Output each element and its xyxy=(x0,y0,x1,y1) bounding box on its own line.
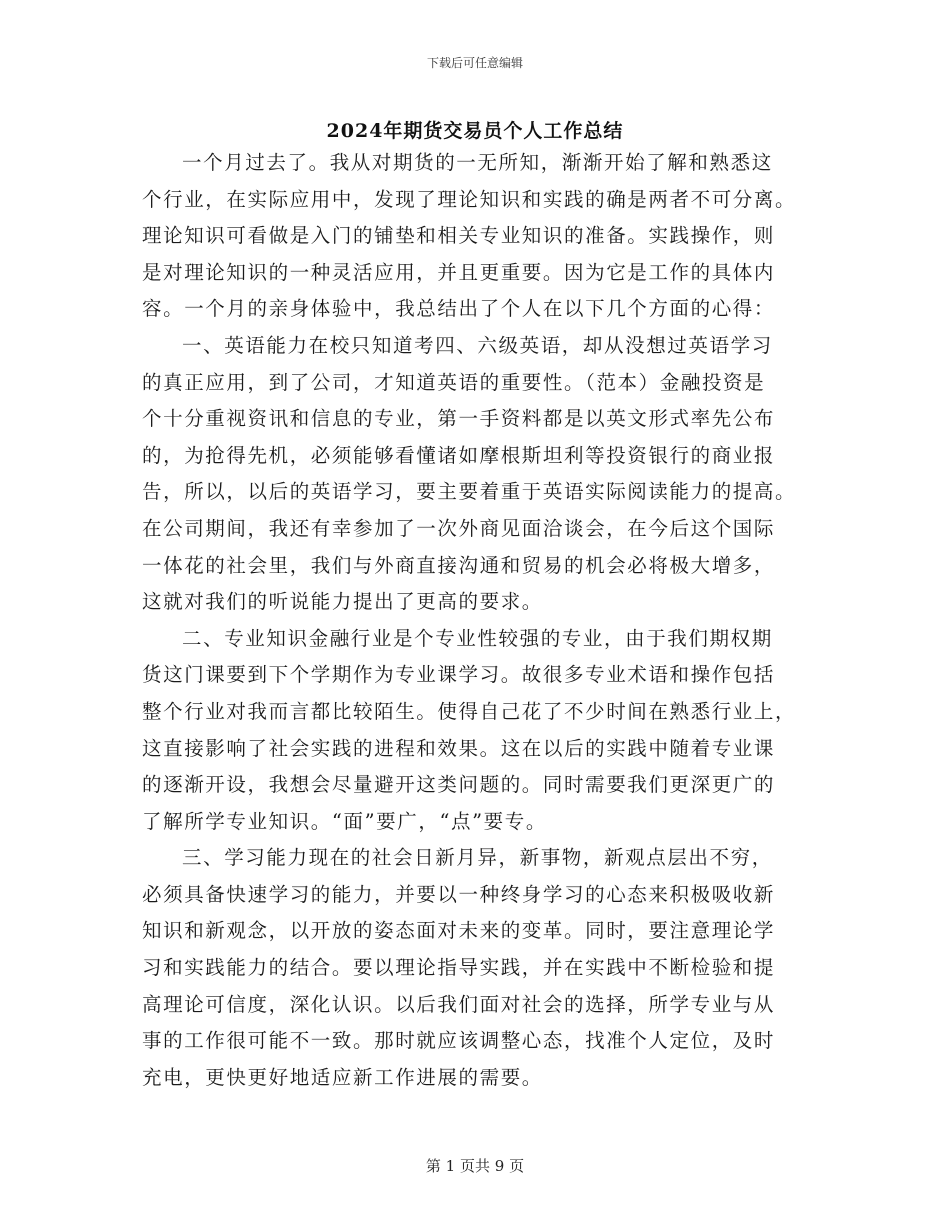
body-line: 告，所以，以后的英语学习，要主要着重于英语实际阅读能力的提高。 xyxy=(142,480,797,504)
document-body xyxy=(142,145,810,1096)
body-line: 货这门课要到下个学期作为专业课学习。故很多专业术语和操作包括 xyxy=(142,663,776,687)
body-line: 事的工作很可能不一致。那时就应该调整心态，找准个人定位，及时 xyxy=(142,1029,776,1053)
body-line: 这就对我们的听说能力提出了更高的要求。 xyxy=(142,590,543,614)
body-line: 在公司期间，我还有幸参加了一次外商见面洽谈会，在今后这个国际 xyxy=(142,516,776,540)
body-line: 充电，更快更好地适应新工作进展的需要。 xyxy=(142,1065,543,1089)
body-line: 一个月过去了。我从对期货的一无所知，渐渐开始了解和熟悉这 xyxy=(182,151,773,174)
body-line: 这直接影响了社会实践的进程和效果。这在以后的实践中随着专业课 xyxy=(142,736,776,760)
body-line: 三、学习能力现在的社会日新月异，新事物，新观点层出不穷， xyxy=(182,846,773,870)
body-line: 必须具备快速学习的能力，并要以一种终身学习的心态来积极吸收新 xyxy=(142,882,776,906)
body-line: 个十分重视资讯和信息的专业，第一手资料都是以英文形式率先公布 xyxy=(142,407,776,431)
body-line: 的真正应用，到了公司，才知道英语的重要性。（范本）金融投资是 xyxy=(142,370,766,394)
body-line: 知识和新观念，以开放的姿态面对未来的变革。同时，要注意理论学 xyxy=(142,919,776,943)
page-number-footer: 第 1 页共 9 页 xyxy=(425,1157,525,1175)
body-line: 理论知识可看做是入门的铺垫和相关专业知识的准备。实践操作，则 xyxy=(142,224,776,248)
body-line: 习和实践能力的结合。要以理论指导实践，并在实践中不断检验和提 xyxy=(142,956,776,980)
body-line: 整个行业对我而言都比较陌生。使得自己花了不少时间在熟悉行业上， xyxy=(142,699,797,723)
body-line: 一体花的社会里，我们与外商直接沟通和贸易的机会必将极大增多， xyxy=(142,553,776,577)
body-line: 了解所学专业知识。“面”要广，“点”要专。 xyxy=(142,809,547,833)
body-line: 的逐渐开设，我想会尽量避开这类问题的。同时需要我们更深更广的 xyxy=(142,773,776,797)
body-line: 的，为抢得先机，必须能够看懂诸如摩根斯坦利等投资银行的商业报 xyxy=(142,443,776,467)
body-line: 高理论可信度，深化认识。以后我们面对社会的选择，所学专业与从 xyxy=(142,992,776,1016)
body-line: 是对理论知识的一种灵活应用，并且更重要。因为它是工作的具体内 xyxy=(142,260,776,284)
body-line: 一、英语能力在校只知道考四、六级英语，却从没想过英语学习 xyxy=(182,333,773,357)
body-line: 二、专业知识金融行业是个专业性较强的专业，由于我们期权期 xyxy=(182,626,773,650)
body-line: 容。一个月的亲身体验中，我总结出了个人在以下几个方面的心得： xyxy=(142,297,776,321)
document-title: 2024年期货交易员个人工作总结 xyxy=(326,120,624,142)
page-header-note: 下载后可任意编辑 xyxy=(426,56,523,70)
body-line: 个行业，在实际应用中，发现了理论知识和实践的确是两者不可分离。 xyxy=(142,187,797,211)
